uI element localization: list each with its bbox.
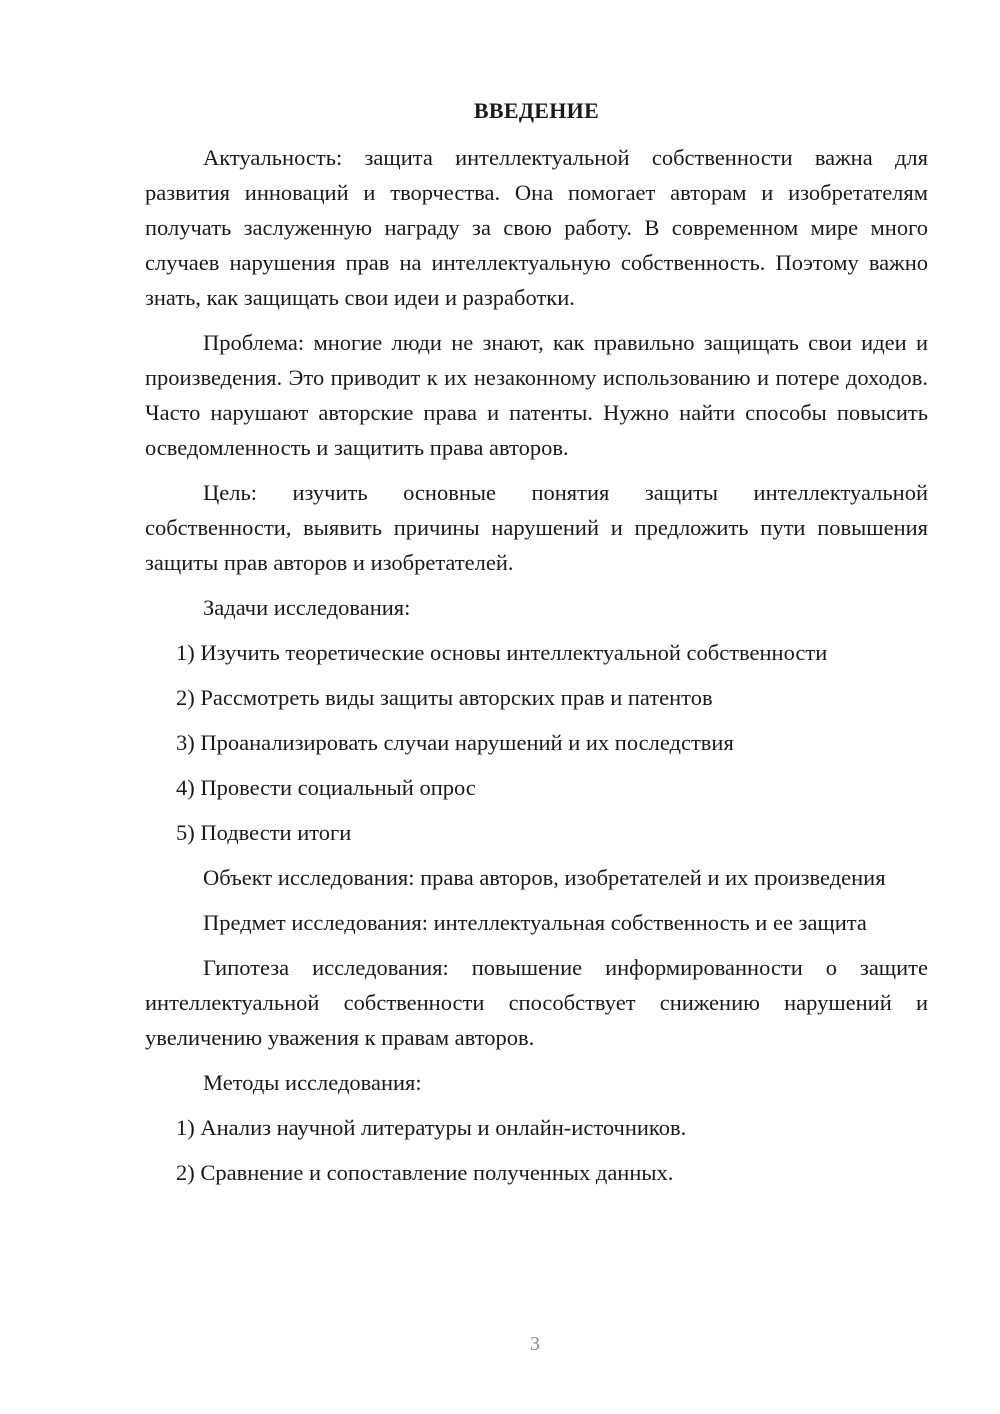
goal-paragraph: Цель: изучить основные понятия защиты интеллектуальной собственности, выявить причины нарушений и предложить пути повышения защиты прав авторов и изобретателей. (145, 480, 928, 575)
task-item: 4) Провести социальный опрос (176, 775, 476, 800)
method-item: 2) Сравнение и сопоставление полученных данных. (176, 1160, 674, 1185)
hypothesis-paragraph: Гипотеза исследования: повышение информированности о защите интеллектуальной собственности способствует снижению нарушений и увеличению уважения к правам авторов. (145, 955, 928, 1050)
tasks-heading: Задачи исследования: (203, 595, 411, 620)
page-title: ВВЕДЕНИЕ (473, 98, 600, 123)
methods-heading: Методы исследования: (203, 1070, 422, 1095)
relevance-paragraph: Актуальность: защита интеллектуальной собственности важна для развития инноваций и творчества. Она помогает авторам и изобретателям получать заслуженную награду за свою работу. В современном мире много случаев нарушения прав на интеллектуальную собственность. Поэтому важно знать, как защищать свои идеи и разработки. (145, 145, 928, 310)
object-paragraph: Объект исследования: права авторов, изобретателей и их произведения (203, 865, 886, 890)
task-item: 3) Проанализировать случаи нарушений и их последствия (176, 730, 734, 755)
page-number: 3 (530, 1333, 540, 1355)
subject-paragraph: Предмет исследования: интеллектуальная собственность и ее защита (203, 910, 867, 935)
task-item: 5) Подвести итоги (176, 820, 352, 845)
task-item: 1) Изучить теоретические основы интеллектуальной собственности (176, 640, 828, 665)
problem-paragraph: Проблема: многие люди не знают, как правильно защищать свои идеи и произведения. Это приводит к их незаконному использованию и потере доходов. Часто нарушают авторские права и патенты. Нужно найти способы повысить осведомленность и защитить права авторов. (145, 330, 928, 460)
method-item: 1) Анализ научной литературы и онлайн-источников. (176, 1115, 687, 1140)
document-page (145, 96, 928, 1200)
task-item: 2) Рассмотреть виды защиты авторских прав и патентов (176, 685, 713, 710)
